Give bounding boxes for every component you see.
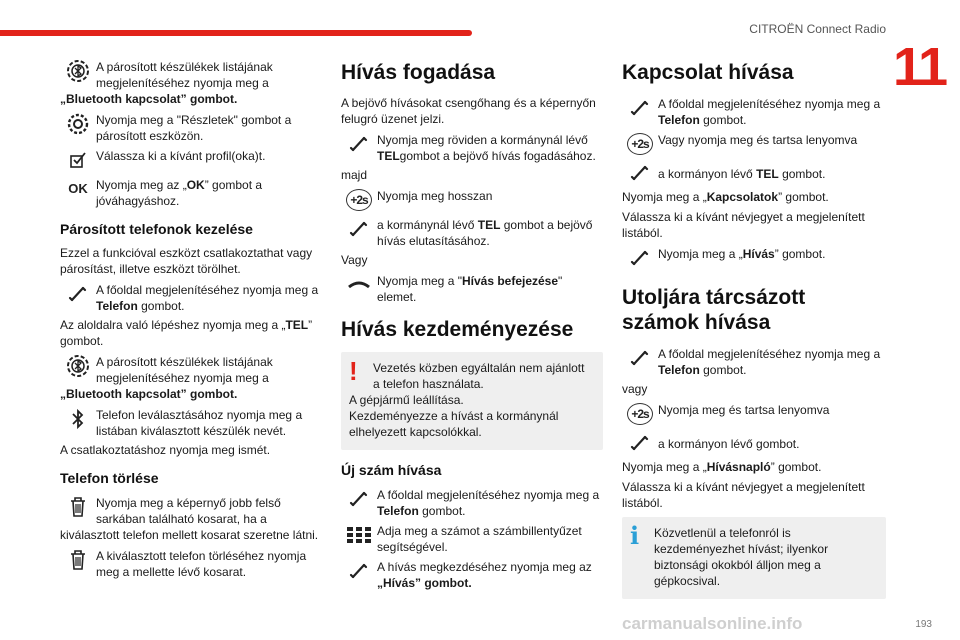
step-row [60, 547, 322, 580]
bluetooth-connection-label: „Bluetooth kapcsolat” gombot. [60, 387, 238, 401]
step-row [341, 486, 603, 519]
watermark: carmanualsonline.info [622, 614, 803, 633]
column-2 [341, 58, 603, 594]
paragraph: kiválasztott telefon mellett kosarat szeretne látni. [60, 528, 319, 542]
step-text: a kormányon lévő TEL gombot. [658, 167, 826, 181]
step-text: A főoldal megjelenítéséhez nyomja meg a Telefon gombot. [96, 283, 319, 313]
step-row [341, 216, 603, 249]
trash-icon [60, 547, 96, 573]
handset-icon [341, 216, 377, 242]
section-heading: Hívás kezdeményezése [341, 318, 574, 341]
bluetooth-settings-icon [60, 58, 96, 84]
checkbox-icon [60, 147, 96, 173]
step-text: A főoldal megjelenítéséhez nyomja meg a Telefon gombot. [658, 347, 881, 377]
ok-icon-label: OK [68, 181, 88, 196]
header-accent-bar [0, 30, 472, 36]
steering-wheel-button-icon: +2s [341, 187, 377, 213]
paragraph: majd [341, 168, 368, 182]
step-row [622, 245, 886, 271]
steering-wheel-button-icon: +2s [622, 401, 658, 427]
step-text: A párosított készülékek listájának megjelenítéséhez nyomja meg a [96, 60, 273, 90]
step-text: A kiválasztott telefon törléséhez nyomja meg a mellette lévő kosarat. [96, 549, 307, 579]
chapter-number: 11 [893, 37, 947, 97]
step-text: a kormányon lévő gombot. [658, 437, 800, 451]
step-text: Nyomja meg a „Hívás” gombot. [658, 247, 826, 261]
header-title: CITROËN Connect Radio [749, 22, 886, 36]
step-text: a kormánynál lévő TEL gombot a bejövő hívás elutasításához. [377, 218, 593, 248]
steering-wheel-button-icon: +2s [622, 131, 658, 157]
paragraph: Nyomja meg a „Hívásnapló” gombot. [622, 460, 822, 474]
handset-icon [622, 345, 658, 371]
handset-icon [341, 131, 377, 157]
warning-text: Kezdeményezze a hívást a kormánynál elhelyezett kapcsolókkal. [349, 409, 559, 439]
paragraph: Ezzel a funkcióval eszközt csatlakoztathat vagy párosítást, illetve eszközt törölhet. [60, 246, 313, 276]
paragraph: A bejövő hívásokat csengőhang és a képernyőn felugró üzenet jelzi. [341, 96, 596, 126]
step-text: Nyomja meg röviden a kormánynál lévő TELgombot a bejövő hívás fogadásához. [377, 133, 596, 163]
handset-icon [622, 160, 658, 186]
step-text: A hívás megkezdéséhez nyomja meg az „Hívás” gombot. [377, 560, 592, 590]
paragraph: Válassza ki a kívánt névjegyet a megjelenített listából. [622, 480, 865, 510]
trash-icon [60, 494, 96, 520]
handset-icon [622, 95, 658, 121]
step-text: Nyomja meg az „OK” gombot a jóváhagyáshoz. [96, 178, 263, 208]
section-heading: Hívás fogadása [341, 61, 496, 84]
section-heading: Új szám hívása [341, 462, 442, 478]
step-row [622, 160, 886, 186]
step-text: Telefon leválasztásához nyomja meg a listában kiválasztott készülék nevét. [96, 408, 303, 438]
handset-icon [341, 486, 377, 512]
hang-up-icon [341, 272, 377, 298]
step-row [60, 111, 322, 144]
step-row [60, 494, 322, 527]
section-heading: Utoljára tárcsázott számok hívása [622, 286, 806, 334]
bluetooth-icon [60, 406, 96, 432]
handset-icon [622, 430, 658, 456]
section-heading: Telefon törlése [60, 470, 159, 486]
step-row [622, 345, 886, 378]
paragraph: Válassza ki a kívánt névjegyet a megjelenített listából. [622, 210, 865, 240]
paragraph: A csatlakoztatáshoz nyomja meg ismét. [60, 443, 271, 457]
column-1 [60, 58, 322, 583]
step-row [60, 58, 322, 91]
paragraph: vagy [622, 382, 648, 396]
column-3 [622, 58, 886, 609]
step-text: Nyomja meg a képernyő jobb felső sarkában található kosarat, ha a [96, 496, 281, 526]
keypad-icon [341, 522, 377, 548]
step-text: Válassza ki a kívánt profil(oka)t. [96, 149, 266, 163]
step-row [622, 430, 886, 456]
handset-icon [622, 245, 658, 271]
warning-text: A gépjármű leállítása. [349, 393, 464, 407]
step-text: Nyomja meg és tartsa lenyomva [658, 403, 830, 417]
step-text: A főoldal megjelenítéséhez nyomja meg a Telefon gombot. [377, 488, 600, 518]
step-row [60, 406, 322, 439]
step-text: A főoldal megjelenítéséhez nyomja meg a Telefon gombot. [658, 97, 881, 127]
handset-icon [341, 558, 377, 584]
step-row [60, 353, 322, 386]
step-row [341, 522, 603, 555]
info-box [622, 517, 886, 599]
handset-icon [60, 281, 96, 307]
paragraph: Az aloldalra való lépéshez nyomja meg a „TEL” gombot. [60, 318, 313, 348]
paragraph: Vagy [341, 253, 368, 267]
step-row [60, 147, 322, 173]
section-heading: Kapcsolat hívása [622, 61, 794, 84]
paragraph: Nyomja meg a „Kapcsolatok” gombot. [622, 190, 829, 204]
step-row [60, 176, 322, 209]
step-row [622, 401, 886, 427]
step-text: Nyomja meg a "Hívás befejezése" elemet. [377, 274, 563, 304]
page-number: 193 [915, 619, 932, 630]
step-text: Vagy nyomja meg és tartsa lenyomva [658, 133, 858, 147]
step-row [622, 95, 886, 128]
step-text: Nyomja meg hosszan [377, 189, 493, 203]
step-text: Adja meg a számot a számbillentyűzet segítségével. [377, 524, 582, 554]
step-row [341, 558, 603, 591]
step-row [341, 187, 603, 213]
info-icon: i [630, 521, 640, 550]
section-heading: Párosított telefonok kezelése [60, 221, 253, 237]
step-row [622, 131, 886, 157]
warning-icon: ! [349, 356, 358, 386]
info-text: Közvetlenül a telefonról is kezdeményezhet hívást; ilyenkor biztonsági okokból álljon meg a gépkocsival. [654, 526, 829, 588]
bluetooth-settings-icon [60, 353, 96, 379]
step-row [60, 281, 322, 314]
step-row [341, 272, 603, 305]
warning-text: Vezetés közben egyáltalán nem ajánlott a telefon használata. [373, 361, 585, 391]
warning-box [341, 352, 603, 450]
step-row [341, 131, 603, 164]
step-text: Nyomja meg a "Részletek" gombot a párosított eszközön. [96, 113, 292, 143]
bluetooth-connection-label: „Bluetooth kapcsolat” gombot. [60, 92, 238, 106]
gear-icon [60, 111, 96, 137]
step-text: A párosított készülékek listájának megjelenítéséhez nyomja meg a [96, 355, 273, 385]
ok-icon [60, 176, 96, 202]
